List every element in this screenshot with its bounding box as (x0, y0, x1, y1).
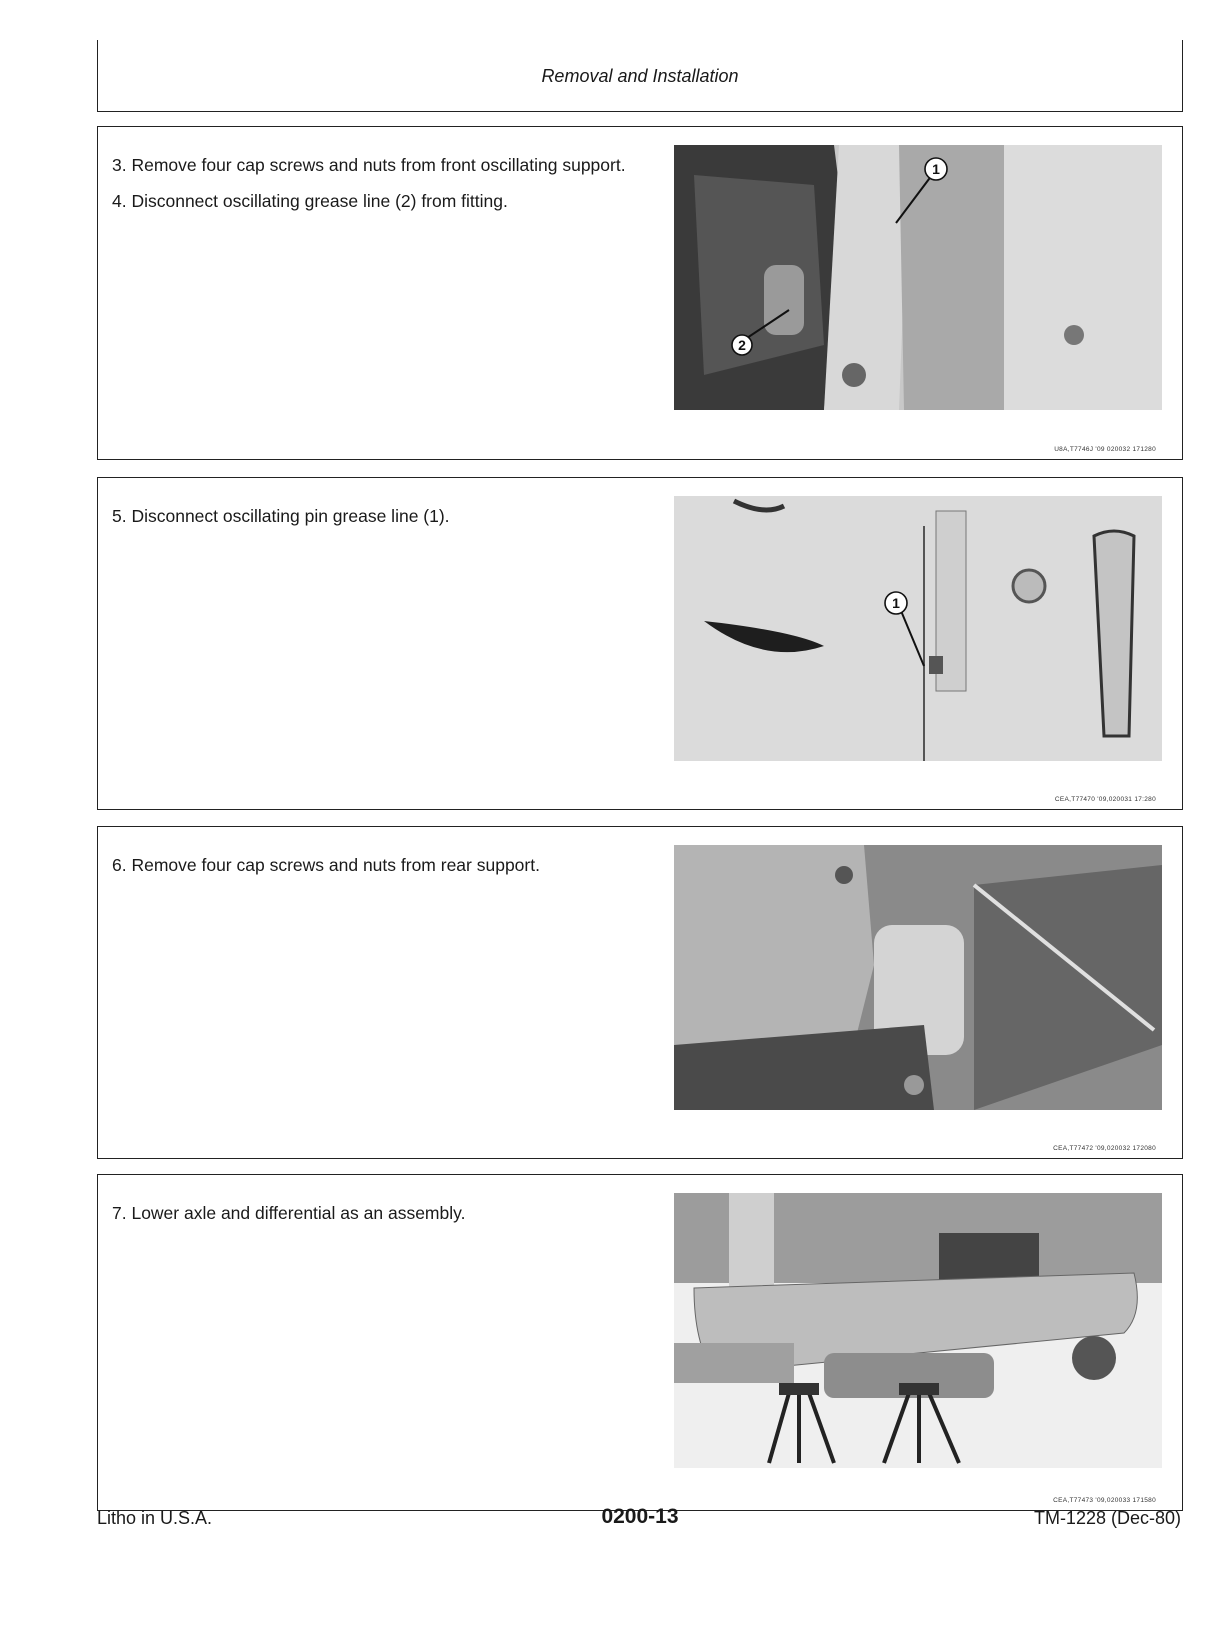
procedure-section-3 (97, 826, 1183, 1159)
figure-code: CEA,T77470 '09,020031 17:280 (1054, 796, 1156, 803)
step-6: 6. Remove four cap screws and nuts from rear support. (112, 855, 540, 875)
manual-reference: TM-1228 (Dec-80) (1033, 1508, 1181, 1528)
svg-text:2: 2 (738, 337, 746, 353)
step-list (112, 504, 652, 540)
footer-printing-note: Litho in U.S.A. (97, 1508, 213, 1528)
step-4: 4. Disconnect oscillating grease line (2) from fitting. (112, 191, 508, 211)
procedure-section-1 (97, 126, 1183, 460)
figure-axle-on-stands-photo (674, 1193, 1162, 1468)
step-list (112, 153, 652, 225)
page-title: Removal and Installation (541, 66, 739, 86)
figure-front-oscillating-support-photo (674, 145, 1162, 410)
step-5: 5. Disconnect oscillating pin grease line (1). (112, 506, 450, 526)
svg-text:1: 1 (892, 595, 900, 611)
step-3: 3. Remove four cap screws and nuts from front oscillating support. (112, 155, 626, 175)
page-number: 0200-13 (601, 1505, 679, 1528)
callout-1 (885, 592, 907, 614)
figure-code: U8A,T7746J '09 020032 171280 (1054, 446, 1156, 453)
callout-1 (925, 158, 947, 180)
figure-rear-support-photo (674, 845, 1162, 1110)
procedure-section-4 (97, 1174, 1183, 1511)
step-7: 7. Lower axle and differential as an assembly. (112, 1203, 466, 1223)
svg-text:1: 1 (932, 161, 940, 177)
step-list (112, 1201, 652, 1237)
page-header (97, 40, 1183, 112)
figure-oscillating-pin-grease-line-photo (674, 496, 1162, 761)
procedure-section-2 (97, 477, 1183, 810)
callout-2 (732, 335, 752, 355)
figure-code: CEA,T77472 '09,020032 172080 (1053, 1145, 1156, 1152)
figure-code: CEA,T77473 '09,020033 171580 (1053, 1497, 1156, 1504)
step-list (112, 853, 652, 889)
